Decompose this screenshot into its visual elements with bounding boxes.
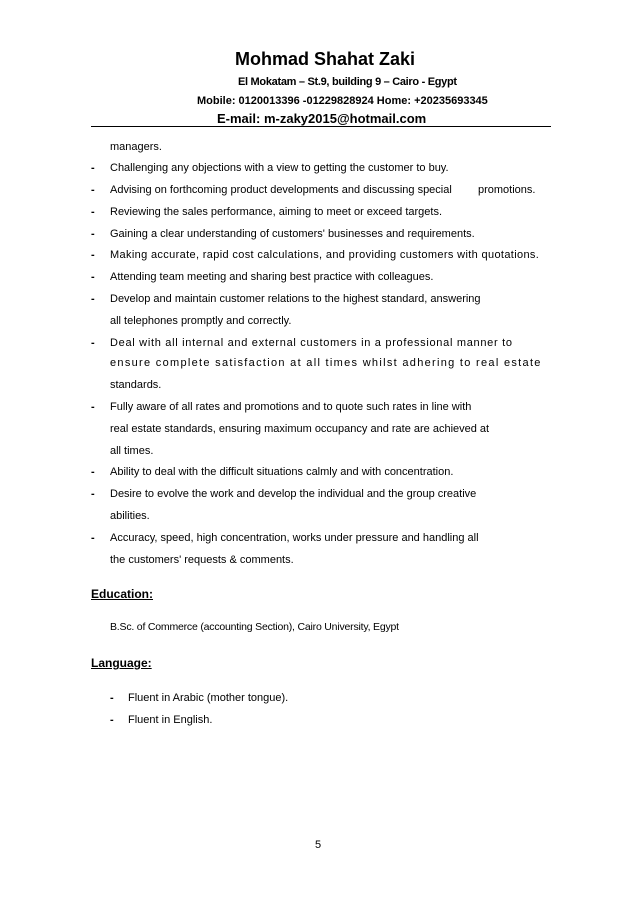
bullet-dash: - — [91, 293, 95, 305]
list-item-trailing: promotions. — [478, 184, 536, 196]
bullet-dash: - — [91, 206, 95, 218]
language-item: Fluent in English. — [128, 714, 213, 726]
bullet-dash: - — [91, 401, 95, 413]
list-item-continuation: all telephones promptly and correctly. — [110, 315, 292, 327]
list-item: Develop and maintain customer relations to the highest standard, answering — [110, 293, 481, 305]
candidate-name: Mohmad Shahat Zaki — [235, 49, 416, 69]
bullet-dash: - — [91, 532, 95, 544]
language-item: Fluent in Arabic (mother tongue). — [128, 692, 289, 704]
list-item: Challenging any objections with a view to getting the customer to buy. — [110, 162, 449, 174]
list-item: Ability to deal with the difficult situations calmly and with concentration. — [110, 466, 454, 478]
list-item: Deal with all internal and external customers in a professional manner to — [110, 337, 513, 349]
list-item-continuation: standards. — [110, 379, 162, 391]
list-item: Fully aware of all rates and promotions and to quote such rates in line with — [110, 401, 472, 413]
page-number: 5 — [315, 839, 322, 851]
education-heading: Education: — [91, 587, 153, 601]
list-item: Making accurate, rapid cost calculations, and providing customers with quotations. — [110, 249, 540, 261]
bullet-dash: - — [110, 692, 114, 704]
bullet-dash: - — [91, 249, 95, 261]
list-item-continuation: the customers' requests & comments. — [110, 554, 294, 566]
bullet-dash: - — [91, 184, 95, 196]
bullet-dash: - — [91, 228, 95, 240]
list-item: Gaining a clear understanding of customers' businesses and requirements. — [110, 228, 475, 240]
continuation-text: managers. — [110, 141, 162, 153]
bullet-dash: - — [91, 466, 95, 478]
list-item: Reviewing the sales performance, aiming to meet or exceed targets. — [110, 206, 442, 218]
bullet-dash: - — [91, 337, 95, 349]
list-item-continuation: real estate standards, ensuring maximum occupancy and rate are achieved at — [110, 423, 490, 435]
email-line: E-mail: m-zaky2015@hotmail.com — [217, 111, 427, 126]
education-entry: B.Sc. of Commerce (accounting Section), Cairo University, Egypt — [110, 621, 399, 633]
list-item: Attending team meeting and sharing best practice with colleagues. — [110, 271, 434, 283]
address-line: El Mokatam – St.9, building 9 – Cairo - Egypt — [238, 76, 457, 88]
bullet-dash: - — [110, 714, 114, 726]
bullet-dash: - — [91, 271, 95, 283]
bullet-dash: - — [91, 488, 95, 500]
list-item: Desire to evolve the work and develop the individual and the group creative — [110, 488, 477, 500]
list-item-continuation: ensure complete satisfaction at all times whilst adhering to real estate — [110, 357, 542, 369]
list-item-continuation: all times. — [110, 445, 154, 457]
phone-line: Mobile: 0120013396 -01229828924 Home: +20235693345 — [197, 95, 488, 107]
list-item: Accuracy, speed, high concentration, works under pressure and handling all — [110, 532, 479, 544]
header-divider — [91, 126, 551, 127]
language-heading: Language: — [91, 656, 152, 670]
list-item: Advising on forthcoming product developments and discussing special — [110, 184, 452, 196]
list-item-continuation: abilities. — [110, 510, 150, 522]
bullet-dash: - — [91, 162, 95, 174]
